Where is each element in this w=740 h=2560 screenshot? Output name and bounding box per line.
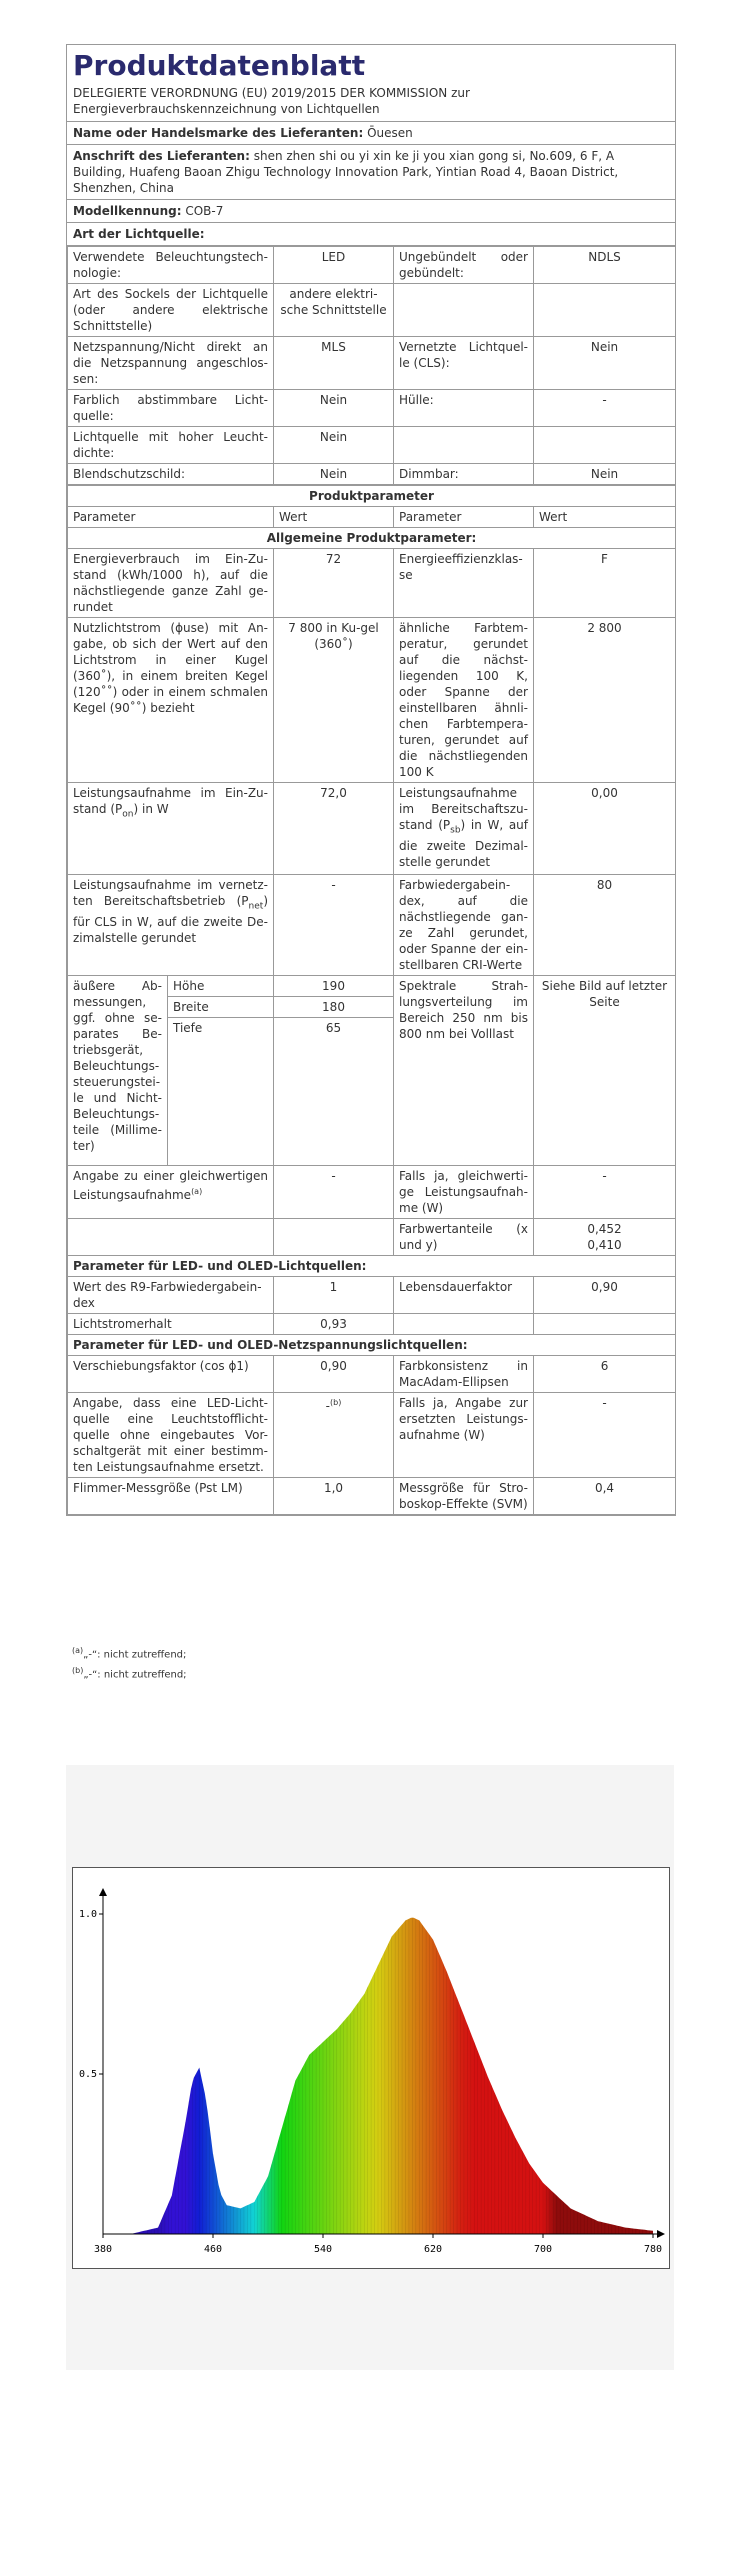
datasheet: [66, 44, 676, 1516]
supplier-name-label: Name oder Handelsmarke des Lieferanten:: [73, 126, 364, 140]
regulation-subtitle: DELEGIERTE VERORDNUNG (EU) 2019/2015 DER KOMMISSION zur Energieverbrauchskennzeichnung von Lichtquellen: [73, 86, 470, 116]
color-consistency-value: 6: [534, 1356, 676, 1393]
led-mains-heading: Parameter für LED- und OLED-Netzspannungslichtquellen:: [68, 1335, 676, 1356]
color-consistency-label: Farbkonsistenz in MacAdam-Ellipsen: [394, 1356, 534, 1393]
fluorescent-replacement-label: Angabe, dass eine LED-Licht-quelle eine Leuchtstofflicht-quelle ohne eingebautes Vor-schaltgerät mit einer bestimm-ten Leistungsaufnahme ersetzt.: [68, 1393, 274, 1478]
r9-value: 1: [274, 1277, 394, 1314]
model-label: Modellkennung:: [73, 204, 182, 218]
stroboscopic-value: 0,4: [534, 1478, 676, 1515]
x-tick-label: 380: [93, 2244, 113, 2255]
r9-label: Wert des R9-Farbwiedergabein-dex: [68, 1277, 274, 1314]
col-value-header: Wert: [274, 507, 394, 528]
light-source-row: [68, 337, 676, 390]
x-tick-label: 780: [643, 2244, 663, 2255]
light-source-param-value-2: [534, 284, 676, 337]
y-tick-label: 0.5: [78, 2069, 97, 2080]
light-source-param-value-2: NDLS: [534, 247, 676, 284]
empty-cell: [394, 1314, 534, 1335]
power-standby-value: 0,00: [534, 783, 676, 875]
dimensions-label: äußere Ab-messungen, ggf. ohne se-parates Be-triebsgerät, Beleuchtungs-steuerungstei-le und Nicht-Beleuchtungs-teile (Millime-ter): [68, 976, 168, 1166]
light-source-param-value: andere elektri-sche Schnittstelle: [274, 284, 394, 337]
col-param-header-2: Parameter: [394, 507, 534, 528]
x-tick-label: 700: [533, 2244, 553, 2255]
light-source-param-label-2: [394, 284, 534, 337]
equivalent-power-label: Angabe zu einer gleichwertigen Leistungsaufnahme$^{(a)}$: [68, 1166, 274, 1219]
chromaticity-value: 0,452 0,410: [534, 1219, 676, 1256]
power-standby-label: Leistungsaufnahme im Bereitschaftszu-stand $(P_{sb})$ in W, auf die zweite Dezimal-stelle gerundet: [394, 783, 534, 875]
light-source-param-label-2: [394, 427, 534, 464]
power-networked-label: Leistungsaufnahme im vernetz-ten Bereitschaftsbetrieb $(P_{net})$ für CLS in W, auf die zweite De-zimalstelle gerundet: [68, 875, 274, 976]
light-source-param-label-2: Ungebündelt oder gebündelt:: [394, 247, 534, 284]
depth-value: 65: [274, 1018, 394, 1166]
empty-cell: [274, 1219, 394, 1256]
fluorescent-replacement-value: -$^{(b)}$: [274, 1393, 394, 1478]
light-source-param-label: Netzspannung/Nicht direkt an die Netzspannung angeschlos-sen:: [68, 337, 274, 390]
light-source-row: [68, 464, 676, 485]
power-factor-label: Verschiebungsfaktor (cos ϕ1): [68, 1356, 274, 1393]
footnote-a: $^{(a)}$„-“: nicht zutreffend;: [72, 1646, 187, 1661]
spectrum-figure: [66, 1765, 674, 2370]
cct-value: 2 800: [534, 618, 676, 783]
general-params-heading: Allgemeine Produktparameter:: [68, 528, 676, 549]
model-row: [67, 200, 675, 223]
product-params-heading: Produktparameter: [68, 486, 676, 507]
light-source-row: [68, 427, 676, 464]
light-source-row: [68, 390, 676, 427]
empty-cell: [68, 1219, 274, 1256]
power-networked-value: -: [274, 875, 394, 976]
supplier-name-row: [67, 122, 675, 145]
led-params-heading: Parameter für LED- und OLED-Lichtquellen:: [68, 1256, 676, 1277]
product-params-table: [67, 485, 676, 1515]
spectrum-chart: [73, 1868, 669, 2268]
header: [67, 45, 675, 122]
col-param-header: Parameter: [68, 507, 274, 528]
efficiency-class-label: Energieeffizienzklas-se: [394, 549, 534, 618]
light-source-param-value: Nein: [274, 390, 394, 427]
lumen-maintenance-label: Lichtstromerhalt: [68, 1314, 274, 1335]
flicker-label: Flimmer-Messgröße (Pst LM): [68, 1478, 274, 1515]
flux-value: 7 800 in Ku-gel (360˚): [274, 618, 394, 783]
energy-value: 72: [274, 549, 394, 618]
stroboscopic-label: Messgröße für Stro-boskop-Effekte (SVM): [394, 1478, 534, 1515]
x-tick-label: 460: [203, 2244, 223, 2255]
x-tick-label: 620: [423, 2244, 443, 2255]
survival-factor-label: Lebensdauerfaktor: [394, 1277, 534, 1314]
spectral-label: Spektrale Strah-lungsverteilung im Bereich 250 nm bis 800 nm bei Volllast: [394, 976, 534, 1166]
empty-cell: [534, 1314, 676, 1335]
light-source-param-value: LED: [274, 247, 394, 284]
x-axis-arrow: [657, 2230, 665, 2238]
light-source-param-label-2: Dimmbar:: [394, 464, 534, 485]
light-source-param-label-2: Hülle:: [394, 390, 534, 427]
y-axis-arrow: [99, 1888, 107, 1896]
flicker-value: 1,0: [274, 1478, 394, 1515]
light-source-param-label: Farblich abstimmbare Licht-quelle:: [68, 390, 274, 427]
survival-factor-value: 0,90: [534, 1277, 676, 1314]
light-source-param-label: Lichtquelle mit hoher Leucht-dichte:: [68, 427, 274, 464]
depth-label: Tiefe: [168, 1018, 274, 1166]
width-value: 180: [274, 997, 394, 1018]
light-source-param-value-2: -: [534, 390, 676, 427]
power-factor-value: 0,90: [274, 1356, 394, 1393]
lumen-maintenance-value: 0,93: [274, 1314, 394, 1335]
energy-label: Energieverbrauch im Ein-Zu-stand (kWh/1000 h), auf die nächstliegende ganze Zahl ge-rundet: [68, 549, 274, 618]
chromaticity-label: Farbwertanteile (x und y): [394, 1219, 534, 1256]
footnote-b: $^{(b)}$„-“: nicht zutreffend;: [72, 1666, 187, 1681]
light-source-param-value-2: Nein: [534, 337, 676, 390]
light-source-param-label: Art des Sockels der Lichtquelle (oder andere elektrische Schnittstelle): [68, 284, 274, 337]
equivalent-watt-label: Falls ja, gleichwerti-ge Leistungsaufnah-me (W): [394, 1166, 534, 1219]
supplier-name-value: Ōuesen: [367, 126, 413, 140]
light-source-param-label: Verwendete Beleuchtungstech-nologie:: [68, 247, 274, 284]
supplier-address-label: Anschrift des Lieferanten:: [73, 149, 250, 163]
flux-label: Nutzlichtstrom (ϕuse) mit An-gabe, ob sich der Wert auf den Lichtstrom in einer Kugel (360˚), in einem breiten Kegel (120˚˚) oder in einem schmalen Kegel (90˚˚) bezieht: [68, 618, 274, 783]
equivalent-power-value: -: [274, 1166, 394, 1219]
col-value-header-2: Wert: [534, 507, 676, 528]
light-source-heading: Art der Lichtquelle:: [67, 223, 675, 246]
light-source-param-value: Nein: [274, 427, 394, 464]
spectrum-chart-frame: [72, 1867, 670, 2269]
light-source-param-value-2: [534, 427, 676, 464]
light-source-param-value: Nein: [274, 464, 394, 485]
spectral-value: Siehe Bild auf letzter Seite: [534, 976, 676, 1166]
light-source-param-label-2: Vernetzte Lichtquel-le (CLS):: [394, 337, 534, 390]
width-label: Breite: [168, 997, 274, 1018]
cct-label: ähnliche Farbtem-peratur, gerundet auf die nächst-liegenden 100 K, oder Spanne der einstellbaren ähnli-chen Farbtempera-turen, gerundet auf die nächstliegenden 100 K: [394, 618, 534, 783]
light-source-table: [67, 246, 676, 485]
efficiency-class-value: F: [534, 549, 676, 618]
light-source-row: [68, 284, 676, 337]
supplier-address-value: shen zhen shi ou yi xin ke ji you xian gong si, No.609, 6 F, A Building, Huafeng Baoan Zhigu Technology Innovation Park, Yintian Road 4, Baoan District, Shenzhen, China: [73, 149, 619, 195]
y-tick-label: 1.0: [78, 1909, 97, 1920]
replaced-power-label: Falls ja, Angabe zur ersetzten Leistungs-aufnahme (W): [394, 1393, 534, 1478]
power-on-value: 72,0: [274, 783, 394, 875]
light-source-param-value-2: Nein: [534, 464, 676, 485]
light-source-param-value: MLS: [274, 337, 394, 390]
power-on-label: Leistungsaufnahme im Ein-Zu-stand $(P_{on})$ in W: [68, 783, 274, 875]
equivalent-watt-value: -: [534, 1166, 676, 1219]
cri-label: Farbwiedergabein-dex, auf die nächstliegende gan-ze Zahl gerundet, oder Spanne der ein-stellbaren CRI-Werte: [394, 875, 534, 976]
height-label: Höhe: [168, 976, 274, 997]
x-tick-label: 540: [313, 2244, 333, 2255]
page-title: Produktdatenblatt: [73, 49, 366, 82]
cri-value: 80: [534, 875, 676, 976]
supplier-address-row: [67, 145, 675, 200]
model-value: COB-7: [185, 204, 224, 218]
light-source-row: [68, 247, 676, 284]
height-value: 190: [274, 976, 394, 997]
replaced-power-value: -: [534, 1393, 676, 1478]
light-source-param-label: Blendschutzschild:: [68, 464, 274, 485]
